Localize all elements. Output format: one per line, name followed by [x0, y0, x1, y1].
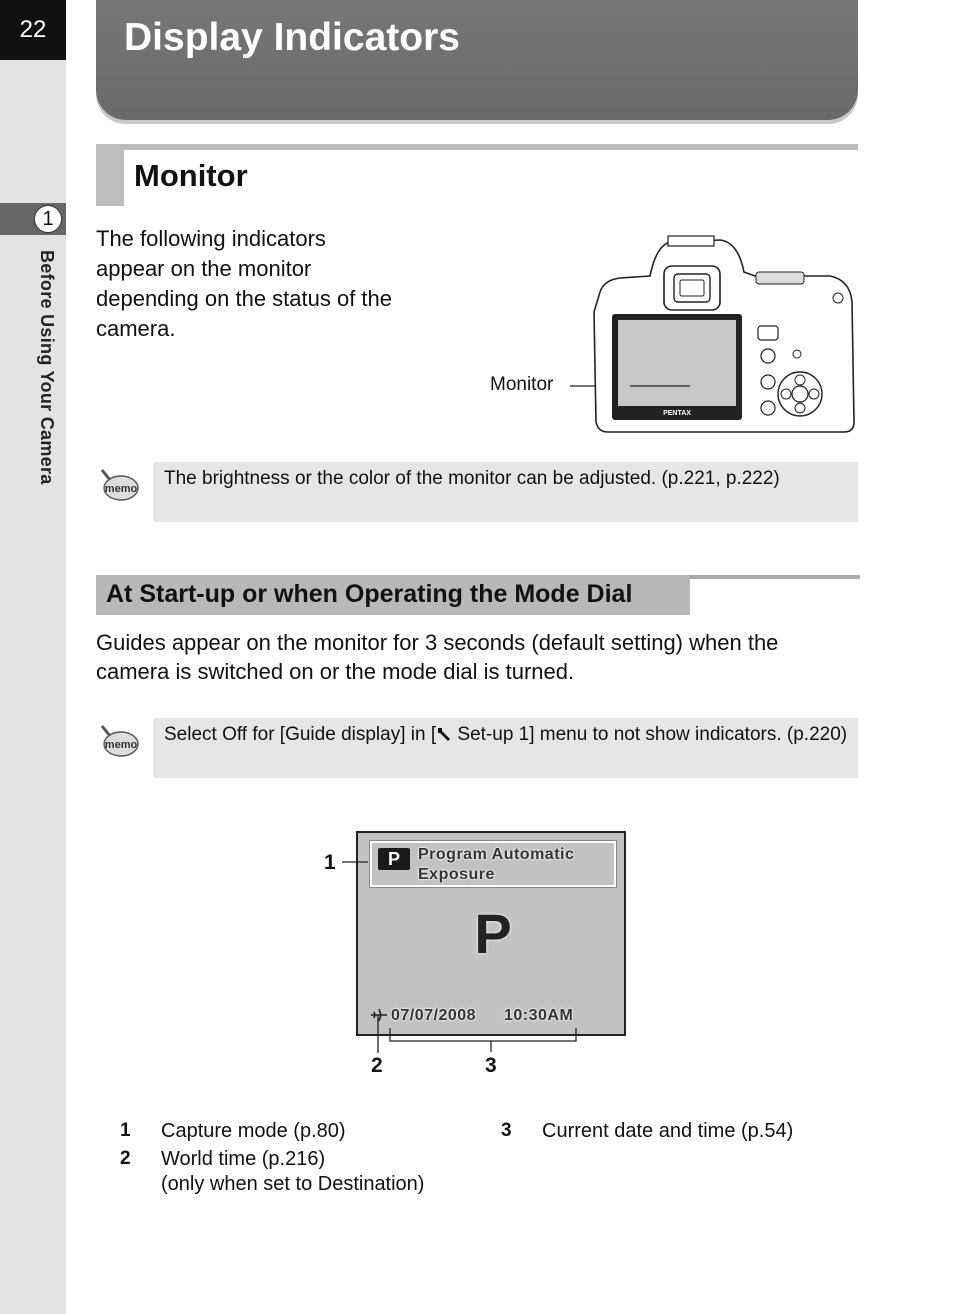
section-heading-startup: At Start-up or when Operating the Mode Dial [106, 580, 633, 608]
page-title: Display Indicators [124, 16, 460, 59]
memo-text-part2: Set-up 1] menu to not show indicators. (p.220) [452, 724, 848, 745]
wrench-icon [436, 726, 452, 742]
memo-note-guide-display [153, 718, 858, 778]
legend-num-2: 2 [120, 1148, 131, 1169]
legend-text-3: Current date and time (p.54) [542, 1120, 794, 1142]
camera-brand-text: PENTAX [663, 410, 691, 417]
callout-2: 2 [371, 1054, 383, 1077]
legend-num-1: 1 [120, 1120, 131, 1141]
mode-name: Program Automatic Exposure [418, 846, 575, 883]
page-number: 22 [0, 0, 66, 60]
svg-text:memo: memo [104, 483, 138, 495]
callout-1: 1 [324, 851, 336, 874]
callout-3: 3 [485, 1054, 497, 1077]
section-heading-monitor: Monitor [134, 158, 248, 193]
memo-text-part1: Select Off for [Guide display] in [ [164, 724, 437, 745]
chapter-number: 1 [34, 205, 62, 233]
section-rule [96, 144, 858, 150]
memo-icon [98, 466, 140, 506]
big-mode-letter: P [474, 902, 512, 965]
monitor-intro: The following indicators appear on the monitor depending on the status of the camera. [96, 226, 393, 341]
monitor-figure-label: Monitor [490, 374, 554, 395]
memo-icon [98, 722, 140, 762]
current-time: 10:30AM [504, 1007, 574, 1024]
chapter-title: Before Using Your Camera [37, 250, 57, 485]
startup-paragraph: Guides appear on the monitor for 3 seconds (default setting) when the camera is switched on or the mode dial is turned. [96, 630, 779, 684]
current-date: 07/07/2008 [391, 1007, 477, 1024]
memo-note-brightness: The brightness or the color of the monitor can be adjusted. (p.221, p.222) [153, 462, 858, 522]
mode-badge: P [378, 848, 410, 870]
camera-back-illustration [560, 232, 860, 437]
sidebar [0, 0, 66, 1314]
legend-text-2: World time (p.216) [161, 1148, 326, 1170]
section-marker [96, 144, 124, 206]
svg-text:memo: memo [104, 739, 138, 751]
callout-lines [330, 840, 590, 1060]
legend-num-3: 3 [501, 1120, 512, 1141]
legend-text-1: Capture mode (p.80) [161, 1120, 346, 1142]
legend-text-2b: (only when set to Destination) [161, 1173, 425, 1195]
